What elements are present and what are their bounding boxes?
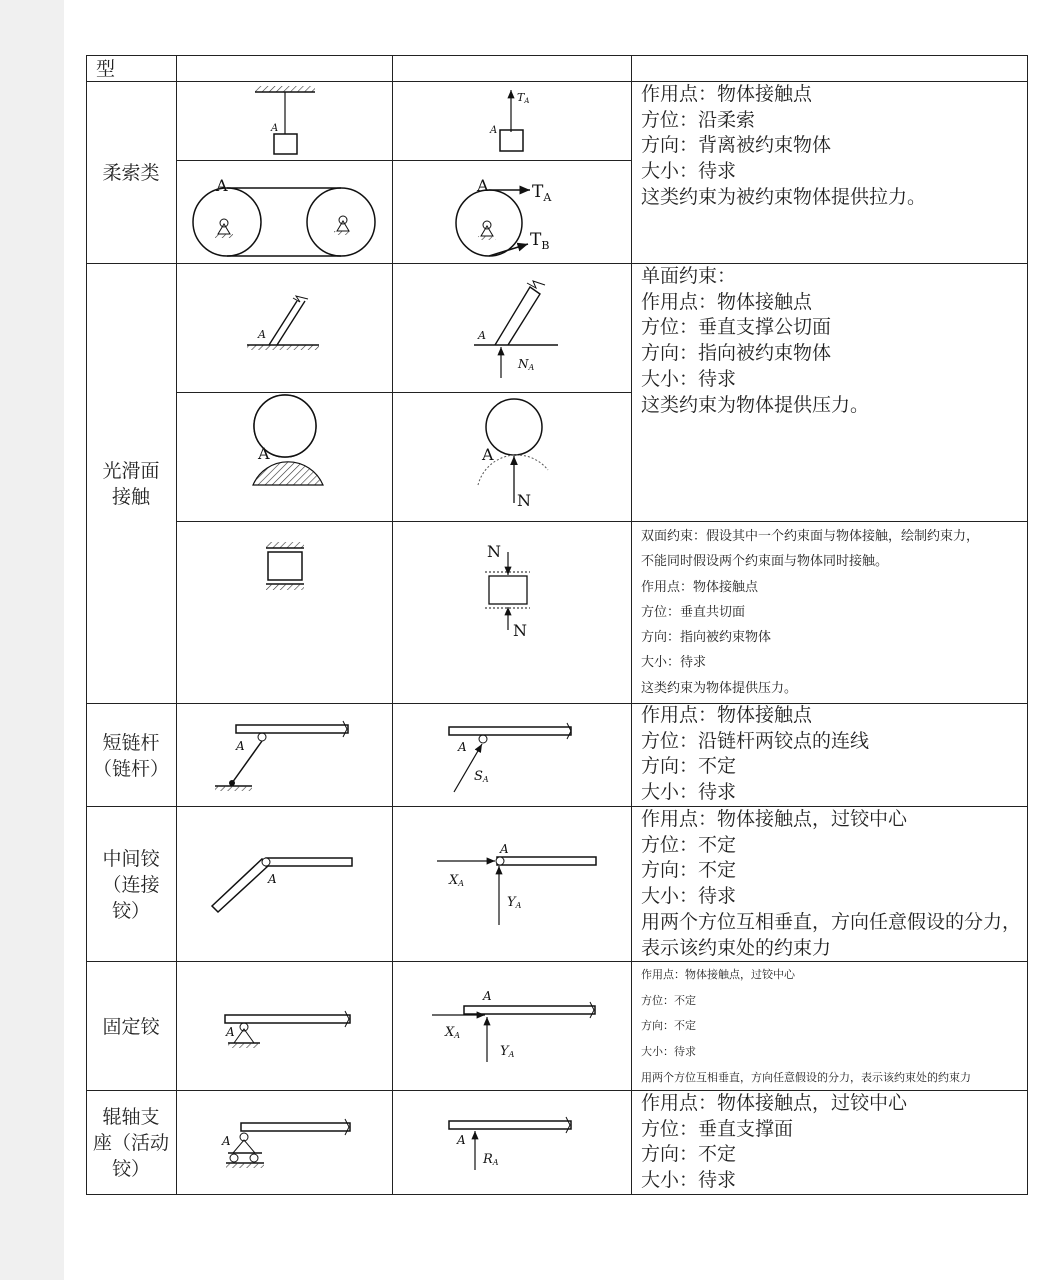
smooth-inclined-bar-force-diagram xyxy=(474,281,558,378)
description-short-link: 作用点：物体接触点 方位：沿链杆两铰点的连线 方向：不定 大小：待求 xyxy=(641,704,870,804)
svg-text:N: N xyxy=(487,542,501,561)
cable-belt-pulleys-diagram xyxy=(193,176,375,256)
short-link-force-diagram xyxy=(449,723,571,792)
category-roller-support: 辊轴支 座（活动 铰） xyxy=(92,1106,169,1180)
svg-text:A: A xyxy=(216,176,228,195)
description-cable: 作用点：物体接触点 方位：沿柔索 方向：背离被约束物体 大小：待求 这类约束为被约束物体提供拉力。 xyxy=(641,83,927,208)
description-single-surface: 单面约束： 作用点：物体接触点 方位：垂直支撑公切面 方向：指向被约束物体 大小：待求 这类约束为物体提供压力。 xyxy=(641,265,870,416)
svg-text:N: N xyxy=(513,621,527,640)
svg-text:A: A xyxy=(222,1134,231,1148)
description-roller-support: 作用点：物体接触点，过铰中心 方位：垂直支撑面 方向：不定 大小：待求 xyxy=(641,1092,908,1192)
category-fixed-hinge: 固定铰 xyxy=(102,1016,160,1038)
svg-text:N: N xyxy=(517,491,531,510)
svg-text:TB: $T_B$ xyxy=(530,230,550,252)
description-fixed-hinge: 作用点：物体接触点，过铰中心 方位：不定 方向：不定 大小：待求 用两个方位互相垂直，方向任意假设的分力，表示该约束处的约束力 xyxy=(641,968,971,1084)
svg-text:YA: YA xyxy=(507,895,522,910)
svg-text:A: A xyxy=(483,989,492,1003)
svg-text:SA: SA xyxy=(474,769,489,784)
svg-text:A: A xyxy=(457,1133,466,1147)
category-flexible-cable: 柔索类 xyxy=(102,162,160,184)
middle-hinge-force-diagram xyxy=(437,842,596,925)
svg-text:A: A xyxy=(236,739,245,753)
svg-text:A: A xyxy=(482,445,494,464)
smooth-double-surface-force-diagram xyxy=(485,542,530,640)
category-middle-hinge: 中间铰 （连接 铰） xyxy=(102,848,160,922)
smooth-inclined-bar-diagram xyxy=(247,296,319,350)
fixed-hinge-diagram xyxy=(225,1011,350,1048)
svg-text:A: A xyxy=(500,842,509,856)
svg-text:NA: NA xyxy=(518,357,535,372)
description-middle-hinge: 作用点：物体接触点，过铰中心 方位：不定 方向：不定 大小：待求 用两个方位互相垂直，方向任意假设的分力， 表示该约束处的约束力 xyxy=(641,808,1022,959)
svg-text:A: A xyxy=(258,328,266,341)
svg-text:A: A xyxy=(271,123,279,134)
middle-hinge-diagram xyxy=(212,858,352,912)
smooth-double-surface-diagram xyxy=(266,542,304,590)
category-short-link: 短链杆 （链杆） xyxy=(92,732,169,780)
svg-text:TA: $T_A$ xyxy=(532,182,552,204)
svg-text:XA: XA xyxy=(449,873,465,888)
cable-block-force-diagram xyxy=(489,90,529,151)
smooth-circle-force-diagram xyxy=(478,399,548,510)
svg-text:A: A xyxy=(490,125,498,136)
header-type: 型 xyxy=(96,58,116,80)
svg-text:A: A xyxy=(478,329,486,342)
cable-pulley-force-diagram xyxy=(456,176,552,256)
svg-text:A: A xyxy=(226,1025,235,1039)
svg-text:A: A xyxy=(477,176,489,195)
description-double-surface: 双面约束：假设其中一个约束面与物体接触，绘制约束力， 不能同时假设两个约束面与物体同时接触。 作用点：物体接触点 方位：垂直共切面 方向：指向被约束物体 大小：待求 这类约束为物体提供压力。 xyxy=(641,529,980,696)
cable-hanging-block-diagram xyxy=(255,86,315,154)
svg-text:XA: XA xyxy=(445,1025,461,1040)
svg-text:TA: TA xyxy=(517,91,530,105)
smooth-circle-on-curve-diagram xyxy=(253,395,323,485)
svg-text:YA: YA xyxy=(500,1044,515,1059)
roller-support-diagram xyxy=(221,1119,350,1168)
category-smooth-surface: 光滑面 接触 xyxy=(102,460,160,508)
short-link-diagram xyxy=(215,721,348,791)
svg-text:RA: RA xyxy=(483,1152,499,1167)
svg-text:A: A xyxy=(458,740,467,754)
fixed-hinge-force-diagram xyxy=(432,989,595,1062)
svg-text:A: A xyxy=(268,872,277,886)
roller-support-force-diagram xyxy=(449,1117,571,1170)
svg-text:A: A xyxy=(258,444,270,463)
